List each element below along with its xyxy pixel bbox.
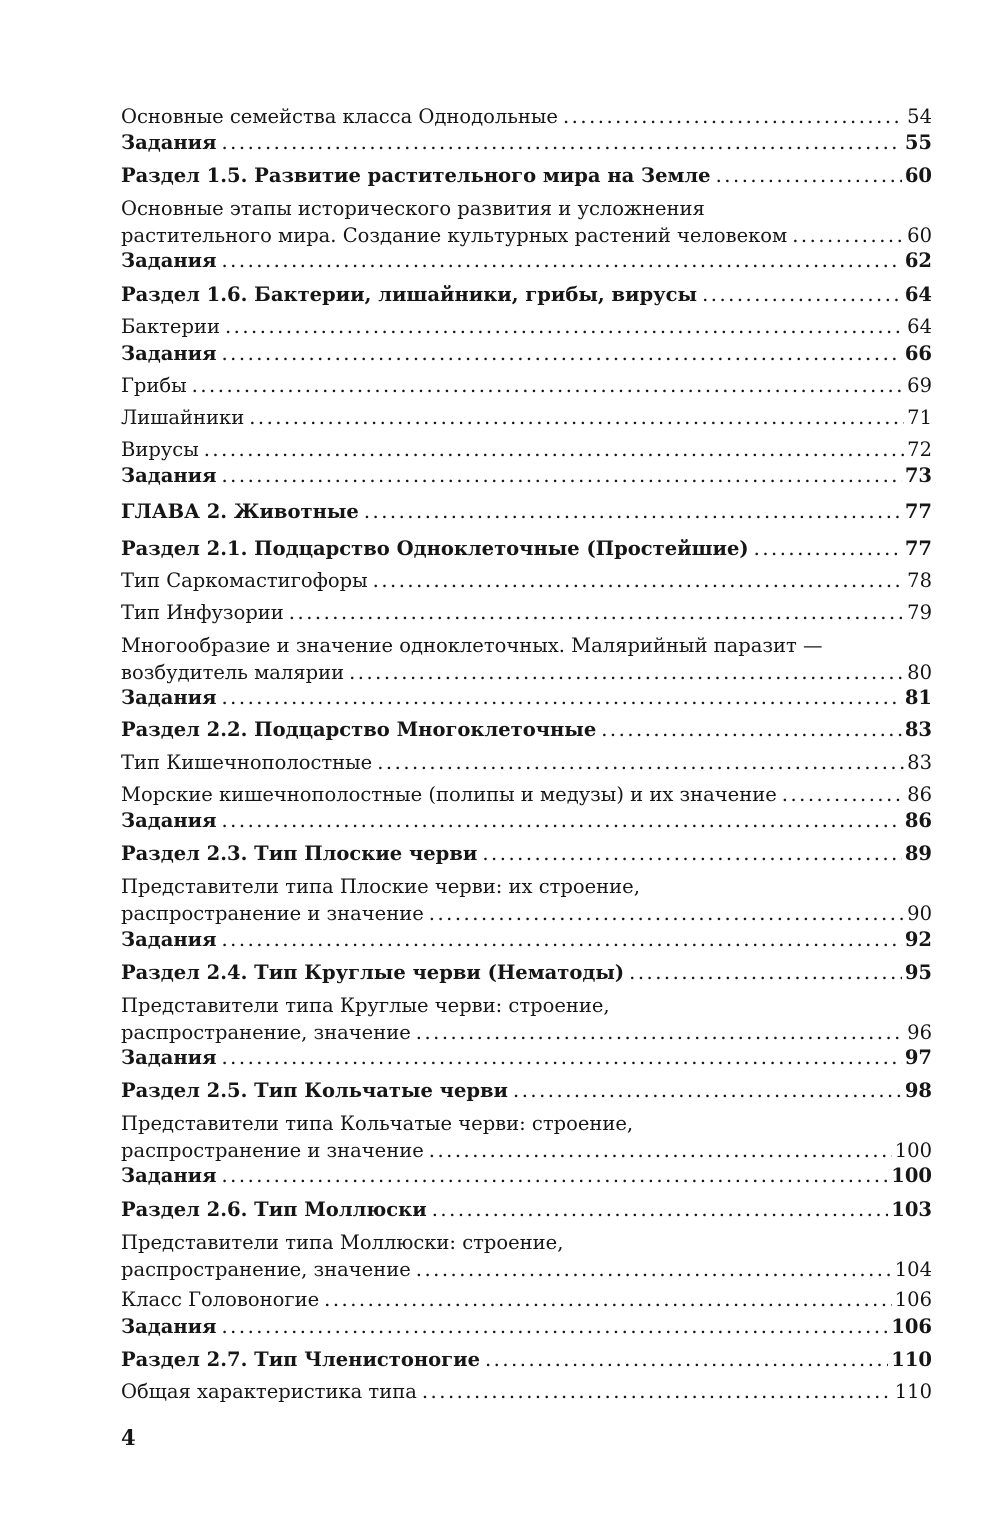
toc-entry-title: возбудитель малярии [121,661,345,684]
toc-entry-title-first-line: Представители типа Плоские черви: их строение, [121,875,640,898]
toc-entry-page: 77 [904,500,932,523]
toc-entry-title-first-line: Представители типа Моллюски: строение, [121,1231,564,1254]
dot-leader [221,926,901,953]
toc-entry [121,1077,932,1104]
dot-leader [601,716,902,743]
toc-entry [121,195,932,249]
toc-entry [121,716,932,743]
toc-entry-title: Общая характеристика типа [121,1380,417,1403]
toc-entry [121,1044,932,1071]
dot-leader [513,1077,902,1104]
toc-entry-page: 55 [904,131,932,154]
toc-entry-page: 78 [907,569,932,592]
toc-entry-title-first-line: Многообразие и значение одноклеточных. Малярийный паразит — [121,634,823,657]
toc-entry [121,840,932,867]
dot-leader [221,1162,888,1189]
toc-entry-title: Задания [121,1046,217,1069]
toc-entry-title: Бактерии [121,315,220,338]
toc-entry-title: Раздел 2.7. Тип Членистоногие [121,1348,480,1371]
toc-entry-title: Задания [121,686,217,709]
toc-entry [121,103,932,130]
toc-entry-title: Раздел 2.4. Тип Круглые черви (Нематоды) [121,961,625,984]
toc-entry-page: 110 [891,1348,932,1371]
dot-leader [485,1346,888,1373]
toc-entry-page: 60 [904,164,932,187]
toc-entry [121,129,932,156]
toc-entry-page: 98 [904,1079,932,1102]
toc-entry [121,247,932,274]
dot-leader [221,684,901,711]
toc-entry-title: Раздел 2.6. Тип Моллюски [121,1198,427,1221]
toc-entry-page: 95 [904,961,932,984]
toc-entry-page: 79 [907,601,932,624]
dot-leader [416,1019,904,1046]
toc-entry-page: 106 [894,1288,932,1311]
dot-leader [373,567,905,594]
dot-leader [416,1256,892,1283]
toc-entry-title: Вирусы [121,438,199,461]
toc-entry [121,781,932,808]
toc-entry [121,992,932,1046]
toc-entry [121,1162,932,1189]
dot-leader [782,781,904,808]
toc-entry-page: 77 [904,537,932,560]
toc-entry [121,1378,932,1405]
toc-entry-page: 100 [891,1164,932,1187]
toc-entry-page: 110 [894,1380,932,1403]
toc-entry [121,926,932,953]
dot-leader [432,1196,889,1223]
dot-leader [422,1378,892,1405]
toc-entry-page: 89 [904,842,932,865]
toc-entry-title: распространение, значение [121,1258,411,1281]
toc-entry [121,1110,932,1164]
toc-entry-page: 97 [904,1046,932,1069]
page-number: 4 [121,1425,136,1450]
toc-entry-title: Задания [121,809,217,832]
dot-leader [429,900,904,927]
toc-entry [121,807,932,834]
dot-leader [629,959,902,986]
dot-leader [429,1137,892,1164]
toc-entry-page: 73 [904,464,932,487]
toc-entry [121,1286,932,1313]
toc-entry [121,162,932,189]
toc-entry-title: распространение, значение [121,1021,411,1044]
toc-entry-page: 96 [907,1021,932,1044]
dot-leader [702,281,902,308]
toc-entry-page: 80 [907,661,932,684]
dot-leader [221,807,901,834]
toc-entry-page: 62 [904,249,932,272]
toc-entry-title: растительного мира. Создание культурных растений человеком [121,224,788,247]
toc-entry-page: 100 [894,1139,932,1162]
toc-entry-title: Раздел 2.1. Подцарство Одноклеточные (Простейшие) [121,537,749,560]
toc-entry-page: 69 [907,374,932,397]
dot-leader [754,535,902,562]
toc-entry [121,1229,932,1283]
toc-entry-title: Задания [121,464,217,487]
toc-entry-title: Класс Головоногие [121,1288,320,1311]
toc-entry-title: распространение и значение [121,902,424,925]
toc-entry [121,535,932,562]
dot-leader [204,436,904,463]
toc-entry-page: 64 [907,315,932,338]
dot-leader [792,222,904,249]
toc-entry [121,599,932,626]
toc-entry-title-first-line: Представители типа Кольчатые черви: строение, [121,1112,634,1135]
toc-entry [121,1313,932,1340]
dot-leader [482,840,902,867]
dot-leader [221,462,901,489]
toc-entry [121,749,932,776]
toc-entry-title-first-line: Представители типа Круглые черви: строение, [121,994,610,1017]
toc-entry-title: Задания [121,1315,217,1338]
toc-entry-title: Задания [121,249,217,272]
dot-leader [221,1313,888,1340]
toc-entry-page: 60 [907,224,932,247]
dot-leader [221,129,901,156]
toc-entry [121,567,932,594]
dot-leader [289,599,904,626]
toc-entry-title: Раздел 2.5. Тип Кольчатые черви [121,1079,509,1102]
toc-entry-title: Задания [121,928,217,951]
toc-entry-title: Лишайники [121,406,245,429]
toc-entry-page: 72 [907,438,932,461]
dot-leader [192,372,905,399]
toc-entry-title: Грибы [121,374,187,397]
toc-entry-title: Раздел 1.5. Развитие растительного мира на Земле [121,164,711,187]
toc-entry [121,684,932,711]
dot-leader [349,659,904,686]
toc-entry-page: 83 [907,751,932,774]
toc-entry-page: 106 [891,1315,932,1338]
dot-leader [364,498,902,525]
toc-entry-title: Тип Инфузории [121,601,284,624]
toc-entry-page: 103 [891,1198,932,1221]
dot-leader [221,340,901,367]
dot-leader [249,404,904,431]
toc-entry-page: 86 [907,783,932,806]
toc-entry-page: 81 [904,686,932,709]
toc-entry-title: Раздел 1.6. Бактерии, лишайники, грибы, вирусы [121,283,698,306]
dot-leader [324,1286,892,1313]
toc-entry [121,436,932,463]
toc-entry-page: 104 [894,1258,932,1281]
toc-entry-title: Тип Саркомастигофоры [121,569,368,592]
toc-entry-title: Задания [121,131,217,154]
toc-entry [121,632,932,686]
toc-entry-page: 86 [904,809,932,832]
dot-leader [377,749,904,776]
toc-entry-title: Основные семейства класса Однодольные [121,105,558,128]
dot-leader [221,1044,901,1071]
toc-entry [121,959,932,986]
toc-entry-page: 64 [904,283,932,306]
toc-entry-title: ГЛАВА 2. Животные [121,500,359,523]
toc-entry [121,340,932,367]
toc-entry-title: Раздел 2.3. Тип Плоские черви [121,842,478,865]
toc-entry [121,404,932,431]
toc-entry-page: 66 [904,342,932,365]
toc-entry [121,498,932,525]
toc-entry-title: Раздел 2.2. Подцарство Многоклеточные [121,718,597,741]
toc-entry [121,281,932,308]
toc-entry-page: 71 [907,406,932,429]
toc-entry-title: Задания [121,1164,217,1187]
toc-entry [121,313,932,340]
toc-entry-title: Морские кишечнополостные (полипы и медузы) и их значение [121,783,777,806]
toc-entry-page: 54 [907,105,932,128]
dot-leader [716,162,902,189]
toc-entry [121,873,932,927]
toc-entry-title: Задания [121,342,217,365]
toc-entry-page: 92 [904,928,932,951]
dot-leader [225,313,904,340]
toc-entry-title: распространение и значение [121,1139,424,1162]
dot-leader [221,247,901,274]
toc-entry-title-first-line: Основные этапы исторического развития и усложнения [121,197,705,220]
toc-entry [121,372,932,399]
toc-entry-title: Тип Кишечнополостные [121,751,373,774]
toc-entry [121,1196,932,1223]
toc-entry [121,1346,932,1373]
toc-entry [121,462,932,489]
toc-entry-page: 90 [907,902,932,925]
dot-leader [563,103,904,130]
toc-entry-page: 83 [904,718,932,741]
